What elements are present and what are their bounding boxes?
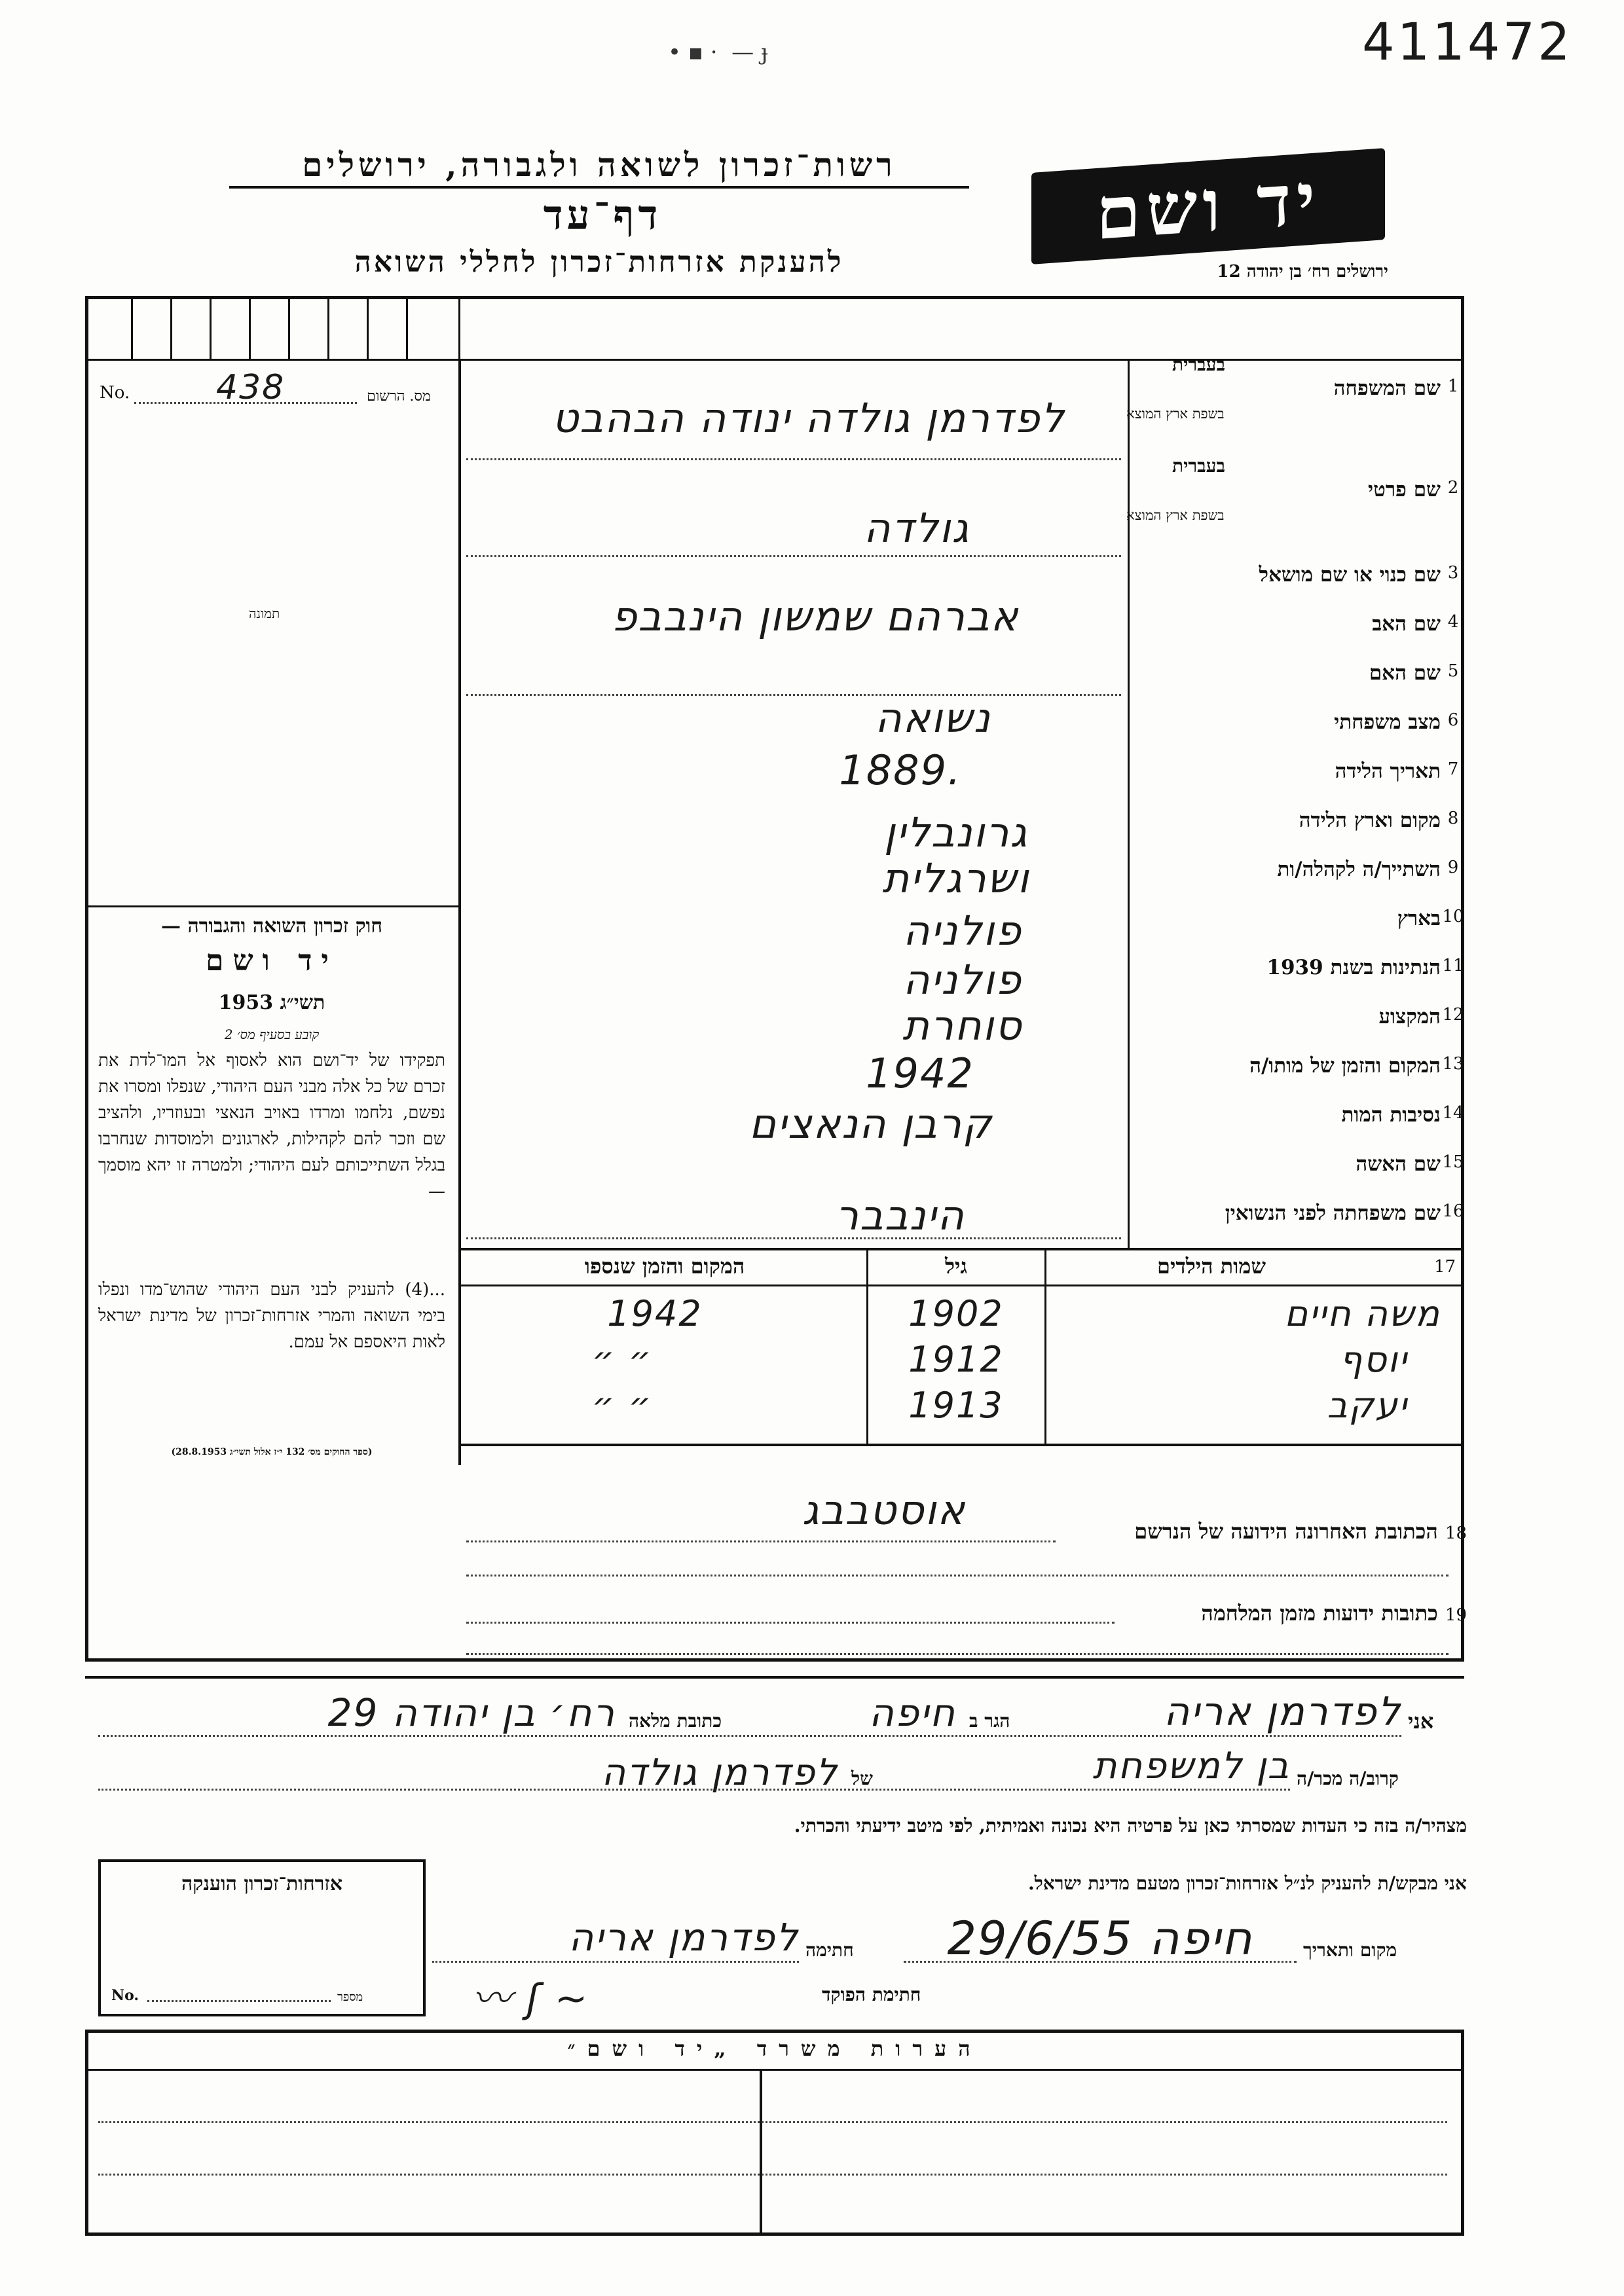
field-num: 2 — [1447, 478, 1459, 498]
field-num: 12 — [1442, 1005, 1464, 1025]
field-19-line-2 — [466, 1653, 1449, 1655]
field-num: 10 — [1442, 907, 1464, 926]
children-col-place: המקום והזמן שנספו — [584, 1254, 745, 1279]
field-num: 9 — [1447, 858, 1459, 877]
value-profession: סוחרת — [902, 1002, 1023, 1049]
registration-label: מס. הרשום — [367, 388, 431, 405]
decl-signature-label: חתימה — [805, 1939, 854, 1961]
field-label: שם פרטי — [1367, 478, 1441, 501]
child-1-place: 1942 — [607, 1293, 703, 1334]
field-num: 15 — [1442, 1152, 1464, 1172]
tick-box-6 — [327, 296, 329, 359]
field-row-12 — [1132, 1005, 1466, 1029]
children-header-line — [460, 1285, 1464, 1286]
decl-lives-label: הגר ב — [969, 1710, 1010, 1732]
law-clause: קובע בסעיף מס׳ 2 — [224, 1027, 320, 1042]
field-row-15 — [1132, 1152, 1466, 1176]
children-col-age: גיל — [945, 1254, 967, 1279]
field-label: השתייך/ה לקהלה/ות — [1277, 858, 1441, 881]
decl-i-label: אני — [1408, 1709, 1434, 1734]
registration-no-value: 438 — [216, 368, 286, 407]
children-col-names: שמות הילדים — [1157, 1254, 1266, 1279]
tick-box-3 — [210, 296, 212, 359]
law-paragraph-1: תפקידו של יד־ושם הוא לאסוף אל המו־לדת את זכרם של כל אלה מבני העם היהודי, שנפלו ומסרו את נפשם, נלחמו ומרדו באויב הנאצי ובעוזריו, ולהציב שם וזכר להם לקהילות, לארגונים ולמוסדות שנחרבו בגלל השתייכותם לעם היהודי; ולמטרה זו יהא מוסמך — — [98, 1051, 445, 1201]
field-sub-origin-language: בשפת ארץ המוצא — [1126, 507, 1225, 523]
grant-box-number-label: מספר — [337, 1990, 363, 2004]
decl-officer-label: חתימת הפוקד — [822, 1984, 921, 2005]
value-line-1 — [466, 458, 1121, 460]
field-row-2 — [1132, 478, 1466, 501]
yad-vashem-logo — [1031, 148, 1385, 264]
office-notes-title: הערות משרד „יד ושם״ — [567, 2036, 982, 2061]
decl-place-date-value: חיפה 29/6/55 — [947, 1912, 1253, 1965]
child-2-place: ״ ״ — [591, 1339, 653, 1380]
decl-line-1 — [98, 1735, 1401, 1737]
form-subtitle: להענקת אזרחות־זכרון לחללי השואה — [354, 246, 844, 279]
child-1-name: משה חיים — [1284, 1293, 1441, 1334]
field-row-11 — [1132, 956, 1466, 979]
child-3-age: 1913 — [908, 1385, 1004, 1426]
decl-name-value: לפדרמן אריה — [1164, 1689, 1401, 1735]
tick-box-2 — [170, 296, 172, 359]
office-notes-line-1 — [98, 2121, 1447, 2123]
value-country: פולניה — [902, 907, 1023, 955]
law-footnote: (ספר החוקים מס׳ 132 י״ז אלול תשי״ג 28.8.1953) — [171, 1447, 373, 1457]
top-row-divider — [458, 296, 460, 359]
grant-box-title: אזרחות־זכרון הוענקה — [181, 1872, 343, 1895]
photo-label: תמונה — [249, 606, 280, 621]
field-row-4 — [1132, 612, 1466, 636]
field-row-5 — [1132, 661, 1466, 685]
child-1-age: 1902 — [908, 1293, 1004, 1334]
field-row-1 — [1132, 376, 1466, 400]
tick-box-7 — [367, 296, 369, 359]
field-row-16 — [1132, 1201, 1466, 1225]
children-col-divider-2 — [1044, 1248, 1046, 1444]
field-label: מקום וארץ הלידה — [1299, 809, 1441, 832]
children-num: 17 — [1434, 1257, 1456, 1277]
field-label: שם האשה — [1356, 1152, 1441, 1176]
form-title: דף־עד — [543, 191, 662, 239]
top-row-line — [85, 359, 1464, 361]
field-num: 14 — [1442, 1103, 1464, 1123]
field-label: תאריך הלידה — [1335, 759, 1441, 783]
decl-of-value: לפדרמן גולדה — [601, 1751, 838, 1794]
decl-relation-value: בן למשפחת — [1092, 1745, 1290, 1787]
field-num: 16 — [1442, 1201, 1464, 1221]
field-label: שם משפחתה לפני הנשואין — [1225, 1201, 1441, 1225]
field-19-num: 19 — [1445, 1605, 1467, 1625]
office-notes-header-line — [85, 2069, 1464, 2071]
org-name: רשות־זכרון לשואה ולגבורה, ירושלים — [302, 145, 896, 184]
field-row-13 — [1132, 1054, 1466, 1078]
stamp-marks: • ▪ · — ɟ — [668, 39, 768, 65]
value-line-2 — [466, 555, 1121, 557]
field-num: 13 — [1442, 1054, 1464, 1074]
field-label: נסיבות המות — [1341, 1103, 1441, 1127]
value-birth-date: 1889. — [839, 746, 962, 794]
child-3-name: יעקב — [1327, 1385, 1408, 1426]
field-18-label — [1061, 1519, 1467, 1544]
field-row-10 — [1132, 907, 1466, 930]
registration-no-label: No. — [100, 383, 130, 403]
value-marital-status: נשואה — [875, 694, 991, 742]
field-num: 6 — [1447, 710, 1459, 730]
law-year: תשי״ג 1953 — [218, 991, 325, 1014]
decl-relative-label: קרוב/ה מכר/ה — [1297, 1768, 1399, 1789]
tick-box-8 — [406, 296, 408, 359]
law-title: חוק זכרון השואה והגבורה — — [161, 915, 382, 938]
value-first-name: גולדה — [863, 504, 970, 552]
decl-statement-1: מצהיר/ה בזה כי העדות שמסרתי כאן על פרטיה היא נכונה ואמיתית, לפי מיטב ידיעתי והכרתי. — [794, 1815, 1467, 1836]
decl-full-address-label: כתובת מלאה — [629, 1710, 722, 1732]
grant-box-line — [147, 2000, 331, 2002]
field-label: שם האם — [1369, 661, 1441, 685]
value-death-place-time: 1942 — [866, 1049, 974, 1097]
field-num: 3 — [1447, 563, 1459, 583]
field-label: שם האב — [1372, 612, 1441, 636]
field-row-3 — [1132, 563, 1466, 587]
field-num: 7 — [1447, 759, 1459, 779]
field-row-8 — [1132, 809, 1466, 832]
value-father-name: אברהם שמשון הינבבפ — [611, 592, 1020, 640]
field-18-text: הכתובת האחרונה הידועה של הנרשם — [1134, 1519, 1438, 1544]
field-num: 11 — [1442, 956, 1464, 975]
decl-statement-2: אני מבקש/ת להעניק לנ״ל אזרחות־זכרון מטעם מדינת ישראל. — [1027, 1872, 1467, 1894]
field-label: המקום והזמן של מותו/ה — [1249, 1054, 1441, 1078]
field-label: הנתינות בשנת 1939 — [1266, 956, 1441, 979]
field-num: 5 — [1447, 661, 1459, 681]
field-label: בארץ — [1397, 907, 1441, 930]
office-notes-divider — [760, 2069, 762, 2236]
field-num: 1 — [1447, 376, 1459, 396]
org-address: ירושלים רח׳ בן יהודה 12 — [1217, 262, 1388, 282]
field-18-line-1 — [466, 1540, 1056, 1542]
tick-box-4 — [249, 296, 251, 359]
value-maiden-name: הינבבר — [836, 1192, 965, 1239]
field-sub-hebrew: בעברית — [1172, 354, 1226, 375]
value-death-circumstances: קרבן הנאצים — [749, 1100, 993, 1148]
archive-number: 411472 — [1362, 13, 1573, 72]
field-label: שם המשפחה — [1333, 376, 1441, 400]
logo-text: יד ושם — [1096, 156, 1321, 256]
decl-address-value: רח׳ בן יהודה 29 — [327, 1690, 616, 1735]
field-row-14 — [1132, 1103, 1466, 1127]
decl-of-label: של — [851, 1768, 873, 1789]
child-3-place: ״ ״ — [591, 1385, 653, 1426]
office-notes-line-2 — [98, 2174, 1447, 2176]
field-sub-origin-language: בשפת ארץ המוצא — [1126, 406, 1225, 422]
child-2-name: יוסף — [1339, 1339, 1408, 1380]
field-label: שם כנוי או שם מושאל — [1259, 563, 1441, 587]
value-community: ושרגלית — [882, 854, 1030, 902]
field-18-num: 18 — [1445, 1523, 1467, 1543]
children-bottom-line — [460, 1444, 1464, 1446]
declaration-top-rule — [85, 1676, 1464, 1679]
decl-signature-value: לפדרמן אריה — [568, 1915, 799, 1959]
field-num: 8 — [1447, 809, 1459, 828]
grant-box-no-label: No. — [111, 1987, 139, 2004]
value-birth-place: גרונבלין — [883, 809, 1029, 856]
decl-city-value: חיפה — [869, 1690, 956, 1735]
law-name: יד ושם — [206, 944, 338, 977]
field-row-6 — [1132, 710, 1466, 734]
org-underline — [229, 186, 969, 189]
decl-place-date-label: מקום ותאריך — [1303, 1939, 1397, 1961]
field-19-label — [1061, 1601, 1467, 1626]
children-top-line — [460, 1248, 1464, 1250]
decl-signature-line — [432, 1961, 799, 1963]
officer-signature-scribble: 〰 ʃ ~ — [471, 1976, 589, 2022]
field-19-line-1 — [466, 1622, 1115, 1624]
field-num: 4 — [1447, 612, 1459, 632]
value-citizenship-1939: פולניה — [902, 956, 1023, 1004]
tick-box-5 — [288, 296, 290, 359]
field-sub-hebrew: בעברית — [1172, 455, 1226, 477]
value-surname: לפדרמן גולדה ינודה הבהבט — [552, 394, 1065, 442]
field-label: מצב משפחתי — [1334, 710, 1441, 734]
field-18-value: אוסטבבג — [802, 1486, 966, 1534]
children-col-divider-1 — [866, 1248, 868, 1444]
field-18-line-2 — [466, 1575, 1449, 1576]
field-label: המקצוע — [1378, 1005, 1441, 1029]
field-19-text: כתובות ידועות מזמן המלחמה — [1201, 1601, 1438, 1626]
child-2-age: 1912 — [908, 1339, 1004, 1380]
field-row-7 — [1132, 759, 1466, 783]
tick-box-1 — [131, 296, 133, 359]
photo-bottom-line — [85, 905, 460, 907]
left-column-divider — [458, 359, 461, 1465]
field-row-9 — [1132, 858, 1466, 881]
law-paragraph-2: ...(4) להעניק לבני העם היהודי שהוש־מדו ונפלו בימי השואה והמרי אזרחות־זכרון של מדינת ישראל לאות היאספם אל עמם. — [98, 1280, 445, 1352]
label-column-divider — [1128, 359, 1130, 1248]
